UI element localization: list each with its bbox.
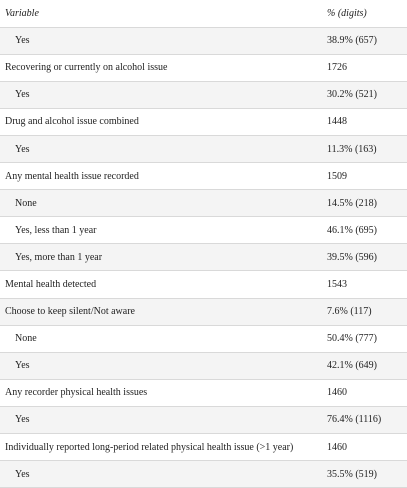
table-header — [0, 0, 407, 27]
table-body — [0, 27, 407, 488]
cell-variable: None — [0, 325, 322, 352]
table-row — [0, 298, 407, 325]
cell-variable: Yes, less than 1 year — [0, 217, 322, 244]
cell-variable: None — [0, 190, 322, 217]
cell-value: 39.5% (596) — [322, 244, 407, 271]
cell-variable: Yes, more than 1 year — [0, 244, 322, 271]
cell-value: 14.5% (218) — [322, 190, 407, 217]
table-row — [0, 81, 407, 108]
cell-value: 46.1% (695) — [322, 217, 407, 244]
header-variable: Variable — [0, 0, 322, 27]
cell-variable: Any recorder physical health issues — [0, 379, 322, 406]
cell-variable: Drug and alcohol issue combined — [0, 108, 322, 135]
header-row — [0, 0, 407, 27]
cell-variable: Choose to keep silent/Not aware — [0, 298, 322, 325]
header-percent-digits: % (digits) — [322, 0, 407, 27]
table-row — [0, 379, 407, 406]
cell-variable: Yes — [0, 352, 322, 379]
cell-value: 76.4% (1116) — [322, 406, 407, 433]
table-row — [0, 217, 407, 244]
table-row — [0, 271, 407, 298]
table-row — [0, 163, 407, 190]
cell-value: 50.4% (777) — [322, 325, 407, 352]
cell-value: 42.1% (649) — [322, 352, 407, 379]
table-row — [0, 108, 407, 135]
cell-value: 1509 — [322, 163, 407, 190]
table-row — [0, 190, 407, 217]
cell-value: 35.5% (519) — [322, 461, 407, 488]
cell-variable: Mental health detected — [0, 271, 322, 298]
cell-value: 1448 — [322, 108, 407, 135]
table-row — [0, 54, 407, 81]
cell-value: 1726 — [322, 54, 407, 81]
cell-variable: Yes — [0, 461, 322, 488]
cell-variable: Yes — [0, 135, 322, 162]
cell-value: 1460 — [322, 379, 407, 406]
cell-value: 1543 — [322, 271, 407, 298]
cell-variable: Yes — [0, 27, 322, 54]
table-row — [0, 27, 407, 54]
table-row — [0, 135, 407, 162]
cell-value: 1460 — [322, 434, 407, 461]
table-row — [0, 352, 407, 379]
cell-variable: Any mental health issue recorded — [0, 163, 322, 190]
table-row — [0, 325, 407, 352]
cell-value: 11.3% (163) — [322, 135, 407, 162]
cell-variable: Yes — [0, 406, 322, 433]
cell-variable: Individually reported long-period related physical health issue (>1 year) — [0, 434, 322, 461]
table-row — [0, 406, 407, 433]
cell-value: 30.2% (521) — [322, 81, 407, 108]
cell-variable: Yes — [0, 81, 322, 108]
table-row — [0, 434, 407, 461]
cell-variable: Recovering or currently on alcohol issue — [0, 54, 322, 81]
cell-value: 7.6% (117) — [322, 298, 407, 325]
table-row — [0, 244, 407, 271]
cell-value: 38.9% (657) — [322, 27, 407, 54]
table-row — [0, 461, 407, 488]
